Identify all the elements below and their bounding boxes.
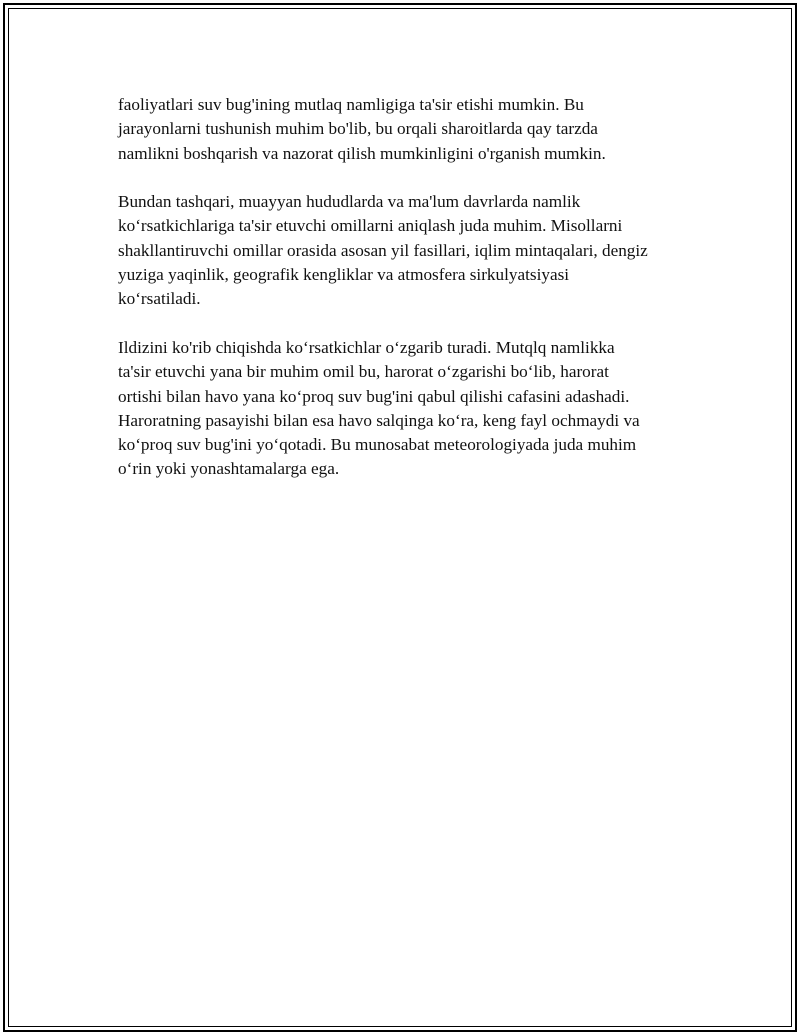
text-line: jarayonlarni tushunish muhim bo'lib, bu orqali sharoitlarda qay tarzda: [118, 119, 598, 139]
text-line: shakllantiruvchi omillar orasida asosan yil fasillari, iqlim mintaqalari, dengiz: [118, 240, 648, 260]
paragraph-1: [118, 93, 698, 166]
text-line: yuziga yaqinlik, geografik kengliklar va atmosfera sirkulyatsiyasi: [118, 265, 570, 285]
text-line: o‘rin yoki yonashtamalarga ega.: [118, 459, 340, 479]
text-line: ko‘rsatkichlariga ta'sir etuvchi omillarni aniqlash juda muhim. Misollarni: [118, 216, 623, 236]
paragraph-3: [118, 336, 698, 482]
text-line: ortishi bilan havo yana ko‘proq suv bug'ini qabul qilishi cafasini adashadi.: [118, 386, 630, 406]
text-line: ta'sir etuvchi yana bir muhim omil bu, harorat o‘zgarishi bo‘lib, harorat: [118, 362, 609, 382]
text-line: namlikni boshqarish va nazorat qilish mumkinligini o'rganish mumkin.: [118, 143, 606, 163]
text-line: Ildizini ko'rib chiqishda ko‘rsatkichlar o‘zgarib turadi. Mutqlq namlikka: [118, 337, 615, 357]
text-line: ko‘proq suv bug'ini yo‘qotadi. Bu munosabat meteorologiyada juda muhim: [118, 435, 637, 455]
text-line: Haroratning pasayishi bilan esa havo salqinga ko‘ra, keng fayl ochmaydi va: [118, 410, 640, 430]
text-line: faoliyatlari suv bug'ining mutlaq namligiga ta'sir etishi mumkin. Bu: [118, 95, 584, 114]
paragraph-2: [118, 190, 698, 311]
document-body: [118, 93, 698, 506]
text-line: ko‘rsatiladi.: [118, 289, 201, 309]
text-line: Bundan tashqari, muayyan hududlarda va ma'lum davrlarda namlik: [118, 192, 581, 212]
